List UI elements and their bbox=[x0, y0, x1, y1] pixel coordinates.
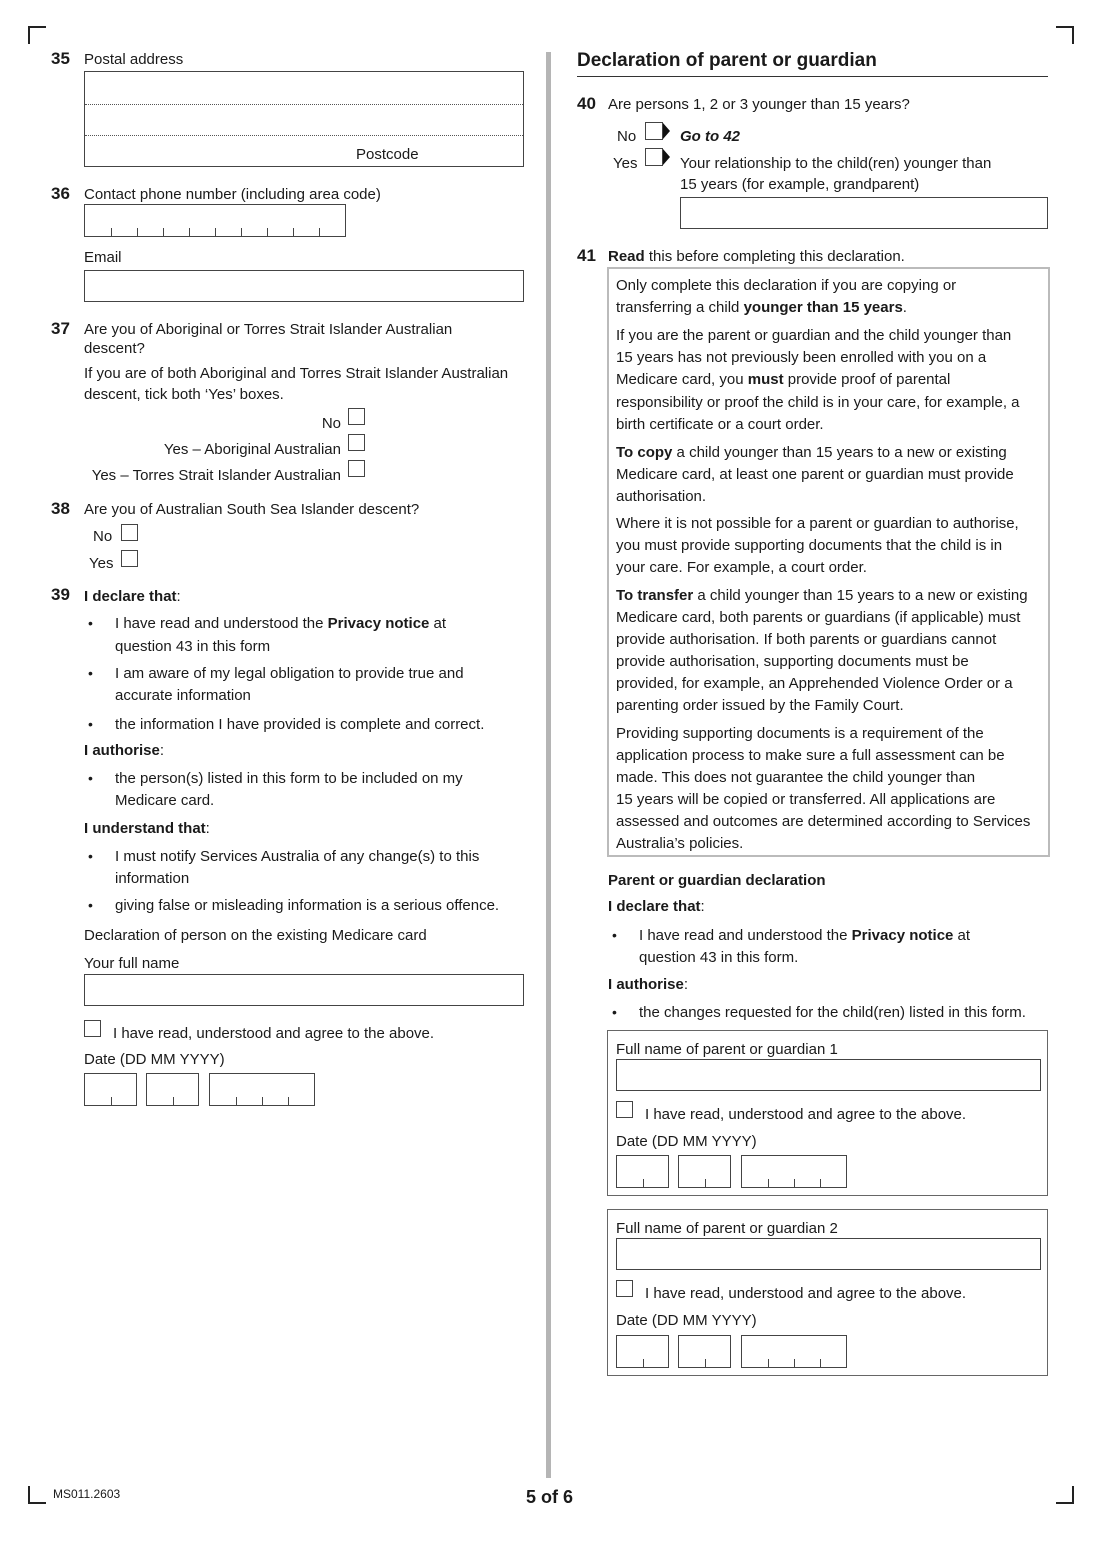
postal-address-field[interactable] bbox=[84, 71, 524, 167]
relationship-label: 15 years (for example, grandparent) bbox=[680, 176, 920, 193]
agree-label: I have read, understood and agree to the above. bbox=[113, 1025, 435, 1042]
info-text: Where it is not possible for a parent or guardian to authorise, bbox=[616, 515, 1019, 532]
read-instruction: Read this before completing this declaration. bbox=[608, 248, 905, 265]
question-number: 37 bbox=[51, 319, 70, 338]
q37-text-line: descent? bbox=[84, 340, 145, 357]
checkbox-no[interactable] bbox=[348, 408, 365, 425]
phone-number-field[interactable] bbox=[84, 204, 346, 237]
guardian-1-date-month-field[interactable] bbox=[678, 1155, 731, 1188]
info-text: your care. For example, a court order. bbox=[616, 559, 867, 576]
info-text: provided, for example, an Apprehended Violence Order or a bbox=[616, 675, 1013, 692]
question-number: 39 bbox=[51, 585, 70, 604]
guardian-1-name-label: Full name of parent or guardian 1 bbox=[616, 1041, 838, 1058]
declaration-item: accurate information bbox=[115, 687, 251, 704]
question-number: 38 bbox=[51, 499, 70, 518]
understand-item: giving false or misleading information is a serious offence. bbox=[115, 897, 500, 914]
info-text: birth certificate or a court order. bbox=[616, 416, 824, 433]
declaration-person-label: Declaration of person on the existing Medicare card bbox=[84, 927, 427, 944]
understand-item: I must notify Services Australia of any change(s) to this bbox=[115, 848, 480, 865]
bullet: • bbox=[612, 1004, 617, 1020]
checkbox-yes[interactable] bbox=[121, 550, 138, 567]
guardian-2-date-year-field[interactable] bbox=[741, 1335, 847, 1368]
info-text: transferring a child younger than 15 years. bbox=[616, 299, 907, 316]
date-month-field[interactable] bbox=[146, 1073, 199, 1106]
authorise-item: Medicare card. bbox=[115, 792, 215, 809]
phone-label: Contact phone number (including area code) bbox=[84, 186, 381, 203]
q40-label: Are persons 1, 2 or 3 younger than 15 years? bbox=[608, 96, 910, 113]
column-divider bbox=[546, 52, 551, 1478]
q37-text-line: If you are of both Aboriginal and Torres Strait Islander Australian bbox=[84, 365, 509, 382]
guardian-2-date-month-field[interactable] bbox=[678, 1335, 731, 1368]
option-label-no: No bbox=[617, 128, 637, 145]
guardian-2-agree-checkbox[interactable] bbox=[616, 1280, 633, 1297]
postcode-label: Postcode bbox=[356, 146, 419, 163]
info-text: you must provide supporting documents that the child is in bbox=[616, 537, 1003, 554]
option-label-yes: Yes bbox=[89, 555, 114, 572]
date-label: Date (DD MM YYYY) bbox=[84, 1051, 225, 1068]
relationship-field[interactable] bbox=[680, 197, 1048, 229]
understand-item: information bbox=[115, 870, 190, 887]
email-label: Email bbox=[84, 249, 122, 266]
bullet: • bbox=[88, 770, 93, 786]
declare-heading: I declare that: bbox=[608, 898, 705, 915]
info-text: responsibility or proof the child is in your care, for example, a bbox=[616, 394, 1020, 411]
checkbox-arrow-yes[interactable] bbox=[645, 148, 671, 166]
agree-checkbox[interactable] bbox=[84, 1020, 101, 1037]
info-text: application process to make sure a full assessment can be bbox=[616, 747, 1005, 764]
email-field[interactable] bbox=[84, 270, 524, 302]
q37-text-line: Are you of Aboriginal or Torres Strait Islander Australian bbox=[84, 321, 453, 338]
question-number: 36 bbox=[51, 184, 70, 203]
checkbox-no[interactable] bbox=[121, 524, 138, 541]
option-label-yes: Yes bbox=[613, 155, 638, 172]
authorise-heading: I authorise: bbox=[608, 976, 689, 993]
checkbox-yes-tsi[interactable] bbox=[348, 460, 365, 477]
option-label-yes-tsi: Yes – Torres Strait Islander Australian bbox=[91, 467, 341, 484]
page-number: 5 of 6 bbox=[526, 1487, 574, 1507]
info-text: parenting order issued by the Family Court. bbox=[616, 697, 904, 714]
declaration-item: I have read and understood the Privacy notice at bbox=[115, 615, 447, 632]
crop-mark-bottom-right-icon bbox=[1056, 1486, 1074, 1504]
checkbox-yes-aboriginal[interactable] bbox=[348, 434, 365, 451]
bullet: • bbox=[88, 897, 93, 913]
guardian-2-name-field[interactable] bbox=[616, 1238, 1041, 1270]
authorise-heading: I authorise: bbox=[84, 742, 165, 759]
guardian-2-name-label: Full name of parent or guardian 2 bbox=[616, 1220, 838, 1237]
info-text: Only complete this declaration if you are copying or bbox=[616, 277, 957, 294]
relationship-label: Your relationship to the child(ren) younger than bbox=[680, 155, 992, 172]
info-text: Providing supporting documents is a requirement of the bbox=[616, 725, 984, 742]
goto-instruction: Go to 42 bbox=[680, 128, 741, 145]
info-text: If you are the parent or guardian and the child younger than bbox=[616, 327, 1012, 344]
bullet: • bbox=[612, 927, 617, 943]
guardian-1-name-field[interactable] bbox=[616, 1059, 1041, 1091]
declaration-item: the information I have provided is complete and correct. bbox=[115, 716, 485, 733]
declare-heading: I declare that: bbox=[84, 588, 181, 605]
date-day-field[interactable] bbox=[84, 1073, 137, 1106]
option-label-no: No bbox=[93, 528, 113, 545]
crop-mark-top-left-icon bbox=[28, 26, 46, 44]
declaration-item: question 43 in this form. bbox=[639, 949, 799, 966]
postal-address-label: Postal address bbox=[84, 51, 184, 68]
info-text: Medicare card, at least one parent or guardian must provide bbox=[616, 466, 1014, 483]
info-text: Medicare card, both parents or guardians (if applicable) must bbox=[616, 609, 1021, 626]
guardian-1-date-day-field[interactable] bbox=[616, 1155, 669, 1188]
question-number: 35 bbox=[51, 49, 70, 68]
bullet: • bbox=[88, 716, 93, 732]
question-number: 40 bbox=[577, 94, 596, 113]
crop-mark-bottom-left-icon bbox=[28, 1486, 46, 1504]
info-text: made. This does not guarantee the child younger than bbox=[616, 769, 976, 786]
bullet: • bbox=[88, 615, 93, 631]
guardian-2-date-day-field[interactable] bbox=[616, 1335, 669, 1368]
info-text: 15 years will be copied or transferred. All applications are bbox=[616, 791, 996, 808]
full-name-label: Your full name bbox=[84, 955, 180, 972]
date-label: Date (DD MM YYYY) bbox=[616, 1133, 757, 1150]
understand-heading: I understand that: bbox=[84, 820, 210, 837]
form-code: MS011.2603 bbox=[53, 1487, 121, 1501]
guardian-1-agree-checkbox[interactable] bbox=[616, 1101, 633, 1118]
authorise-item: the person(s) listed in this form to be included on my bbox=[115, 770, 463, 787]
declaration-item: I have read and understood the Privacy notice at bbox=[639, 927, 971, 944]
authorise-item: the changes requested for the child(ren) listed in this form. bbox=[639, 1004, 1026, 1021]
bullet: • bbox=[88, 665, 93, 681]
info-text: To transfer a child younger than 15 years to a new or existing bbox=[616, 587, 1028, 604]
option-label-yes-aboriginal: Yes – Aboriginal Australian bbox=[163, 441, 341, 458]
info-text: assessed and outcomes are determined according to Services bbox=[616, 813, 1031, 830]
info-text: provide authorisation. If both parents or guardians cannot bbox=[616, 631, 997, 648]
info-text: provide authorisation, supporting documents must be bbox=[616, 653, 969, 670]
declaration-item: question 43 in this form bbox=[115, 638, 271, 655]
agree-label: I have read, understood and agree to the above. bbox=[645, 1285, 967, 1302]
info-text: authorisation. bbox=[616, 488, 707, 505]
info-text: Australia’s policies. bbox=[616, 835, 744, 852]
checkbox-arrow-no[interactable] bbox=[645, 122, 671, 140]
section-title: Declaration of parent or guardian bbox=[577, 50, 877, 71]
info-text: Medicare card, you must provide proof of parental bbox=[616, 371, 951, 388]
date-year-field[interactable] bbox=[209, 1073, 315, 1106]
option-label-no: No bbox=[321, 415, 341, 432]
q38-label: Are you of Australian South Sea Islander descent? bbox=[84, 501, 420, 518]
info-text: To copy a child younger than 15 years to a new or existing bbox=[616, 444, 1007, 461]
info-text: 15 years has not previously been enrolled with you on a bbox=[616, 349, 987, 366]
guardian-1-date-year-field[interactable] bbox=[741, 1155, 847, 1188]
q37-text-line: descent, tick both ‘Yes’ boxes. bbox=[84, 386, 284, 403]
crop-mark-top-right-icon bbox=[1056, 26, 1074, 44]
declaration-item: I am aware of my legal obligation to provide true and bbox=[115, 665, 464, 682]
date-label: Date (DD MM YYYY) bbox=[616, 1312, 757, 1329]
question-number: 41 bbox=[577, 246, 596, 265]
parent-guardian-heading: Parent or guardian declaration bbox=[608, 872, 826, 889]
full-name-field[interactable] bbox=[84, 974, 524, 1006]
section-divider bbox=[577, 76, 1048, 77]
bullet: • bbox=[88, 848, 93, 864]
agree-label: I have read, understood and agree to the above. bbox=[645, 1106, 967, 1123]
